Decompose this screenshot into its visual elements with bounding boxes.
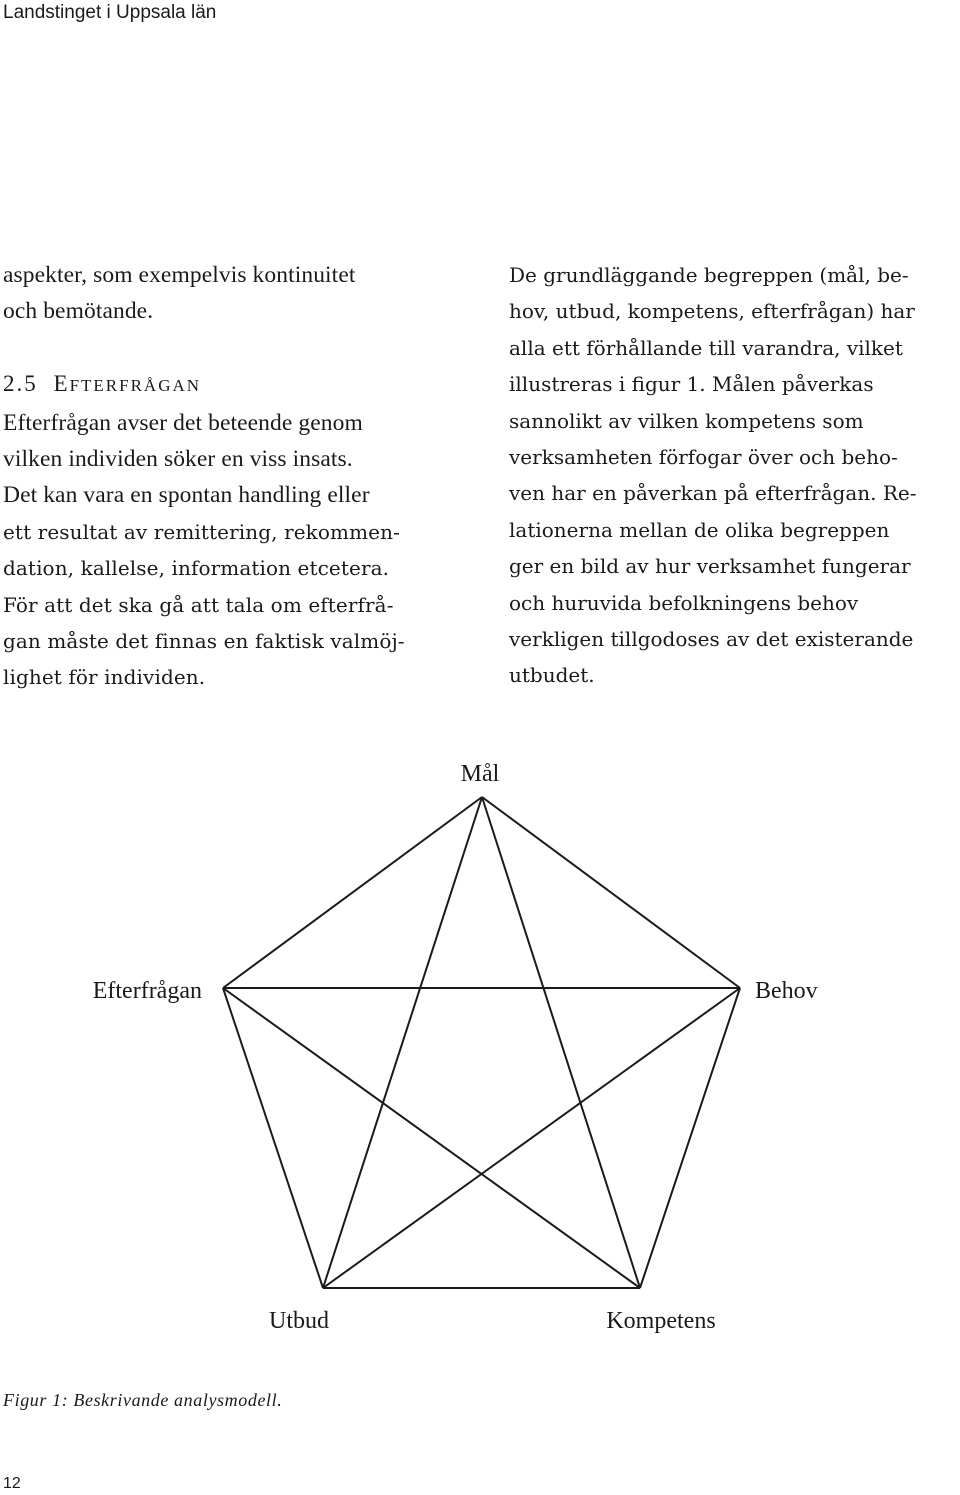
node-label-behov: Behov	[755, 978, 818, 1004]
body-line: sannolikt av vilken kompetens som	[509, 408, 864, 433]
section-heading	[3, 366, 405, 404]
node-label-utbud: Utbud	[269, 1308, 329, 1334]
node-label-kompetens: Kompetens	[606, 1308, 716, 1334]
left-column	[3, 257, 405, 696]
edge-right-bottom_left	[323, 988, 740, 1288]
body-line: Efterfrågan avser det beteende genom	[3, 409, 363, 436]
body-line: lighet för individen.	[3, 665, 206, 690]
body-line: ett resultat av remittering, rekommen-	[3, 519, 400, 544]
edge-top-bottom_left	[323, 797, 482, 1288]
analysis-model-diagram	[0, 740, 960, 1360]
body-line: och bemötande.	[3, 298, 154, 325]
body-line: utbudet.	[509, 663, 595, 688]
body-line: För att det ska gå att tala om efterfrå-	[3, 592, 394, 617]
node-label-mal: Mål	[460, 761, 500, 787]
body-line: gan måste det finnas en faktisk valmöj-	[3, 629, 405, 654]
body-line: illustreras i figur 1. Målen påverkas	[509, 372, 874, 397]
body-line: och huruvida befolkningens behov	[509, 590, 859, 615]
body-line: dation, kallelse, information etcetera.	[3, 556, 390, 581]
edge-top-bottom_right	[482, 797, 640, 1288]
body-line: ven har en påverkan på efterfrågan. Re-	[509, 481, 917, 506]
body-line: lationerna mellan de olika begreppen	[509, 517, 890, 542]
paragraph-gap	[3, 330, 405, 366]
body-line: ger en bild av hur verksamhet fungerar	[509, 554, 911, 579]
right-column	[509, 257, 917, 694]
body-line: aspekter, som exempelvis kontinuitet	[3, 262, 356, 288]
body-line: vilken individen söker en viss insats.	[3, 446, 353, 473]
section-title-initial: E	[53, 371, 70, 397]
body-line: Det kan vara en spontan handling eller	[3, 482, 370, 509]
edge-left-bottom_left	[223, 988, 323, 1288]
running-header: Landstinget i Uppsala län	[3, 2, 217, 23]
section-title-rest: FTERFRÅGAN	[69, 376, 202, 396]
figure-caption: Figur 1: Beskrivande analysmodell.	[3, 1390, 283, 1410]
edge-right-bottom_right	[640, 988, 740, 1288]
body-line: alla ett förhållande till varandra, vilket	[509, 335, 903, 360]
node-label-efterfragan: Efterfrågan	[92, 978, 202, 1004]
section-number: 2.5	[3, 371, 38, 397]
edge-left-bottom_right	[223, 988, 640, 1288]
edge-top-right	[482, 797, 740, 988]
edge-top-left	[223, 797, 482, 988]
body-line: De grundläggande begreppen (mål, be-	[509, 263, 909, 287]
page-number: 12	[3, 1475, 21, 1492]
body-line: verkligen tillgodoses av det existerande	[509, 627, 914, 652]
body-line: hov, utbud, kompetens, efterfrågan) har	[509, 299, 915, 324]
diagram-edges	[223, 797, 740, 1288]
body-line: verksamheten förfogar över och beho-	[509, 445, 898, 470]
